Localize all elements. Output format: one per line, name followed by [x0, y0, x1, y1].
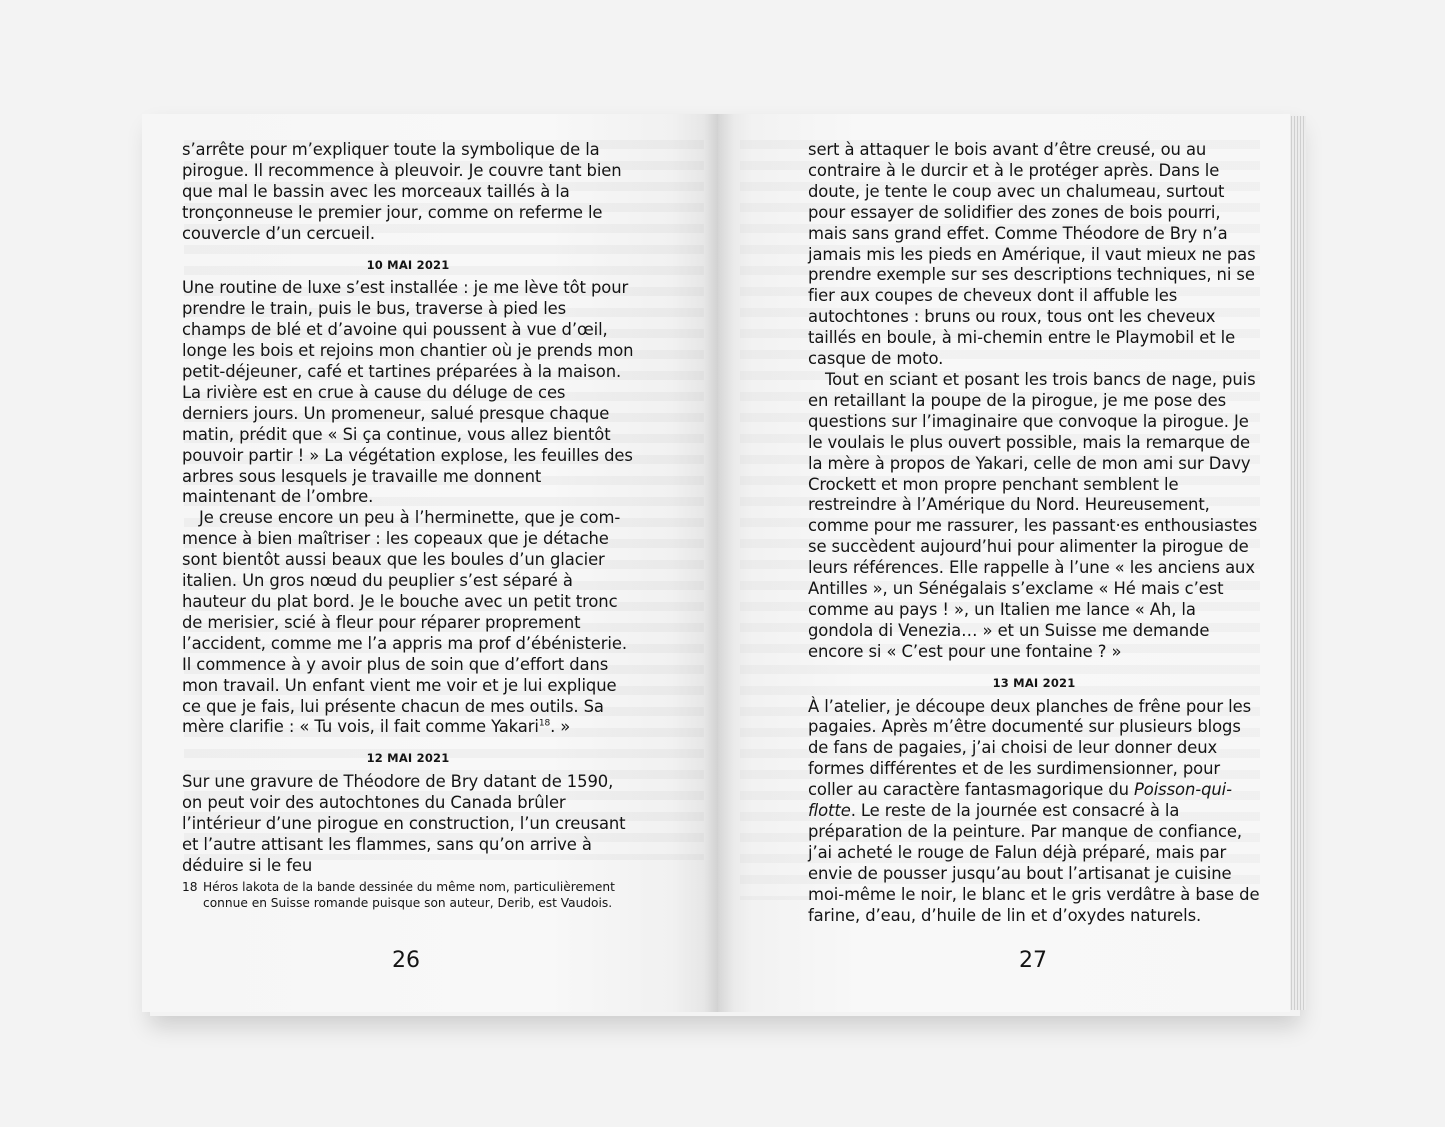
right-page-body: [808, 140, 1260, 927]
footnote-number: 18: [182, 880, 198, 894]
left-paragraph-gravure: Sur une gravure de Théodore de Bry datant de 1590, on peut voir des autochtones du Canada brûler l’intérieur d’une pirogue en construction, l’un creusant et l’autre attisant les flammes, sans qu’on arrive à déduire si le feu: [182, 772, 626, 875]
right-paragraph-atelier-end: . Le reste de la journée est consacré à la préparation de la peinture. Par manque de confiance, j’ai acheté le rouge de Falun déjà préparé, mais par envie de pousser jusqu’au bout l’artisanat je cuisine moi-même le noir, le blanc et le gris verdâtre à base de farine, d’eau, d’huile de lin et d’oxydes naturels.: [808, 801, 1260, 925]
footnote: [182, 879, 632, 911]
book-title-poisson-qui-flotte: Poisson-qui-flotte: [808, 780, 1232, 821]
right-paragraph-atelier-text: À l’atelier, je découpe deux planches de frêne pour les pagaies. Après m’être documenté sur plusieurs blogs de fans de pagaies, j’ai choisi de leur donner deux formes différentes et de les surdimensionner, pour coller au caractère fantasmagorique du: [808, 696, 1252, 800]
date-heading-12-mai: 12 MAI 2021: [366, 751, 450, 766]
left-paragraph-routine: Une routine de luxe s’est installée : je me lève tôt pour prendre le train, puis le bus, traverse à pied les champs de blé et d’avoine qui poussent à vue d’œil, longe les bois et rejoins mon chantier où je prends mon petit-déjeuner, café et tartines préparées à la maison. La rivière est en crue à cause du déluge de ces derniers jours. Un promeneur, salué presque chaque matin, prédit que « Si ça continue, vous allez bientôt pouvoir partir ! » La végétation explose, les feuilles des arbres sous lesquels je travaille me donnent maintenant de l’ombre.: [182, 278, 634, 507]
right-paragraph-atelier: [808, 697, 1260, 927]
footnote-reference: 18: [538, 718, 551, 729]
right-continued-paragraph: sert à attaquer le bois avant d’être creusé, ou au contraire à le durcir et à le protéger après. Dans le doute, je tente le coup avec un chalumeau, surtout pour essayer de solidifier des zones de bois pourri, mais sans grand effet. Comme Théodore de Bry n’a jamais mis les pieds en Amérique, il vaut mieux ne pas prendre exemple sur ses descriptions techniques, ni se fier aux coupes de cheveux dont il affuble les autochtones : bruns ou roux, tous ont les cheveux taillés en boule, à mi-chemin entre le Playmobil et le casque de moto.: [808, 140, 1256, 369]
left-paragraph-herminette-text: Je creuse encore un peu à l’herminette, que je commence à bien maîtriser : les copeaux que je détache sont bientôt aussi beaux que les boules d’un glacier italien. Un gros nœud du peuplier s’est séparé à hauteur du plat bord. Je le bouche avec un petit tronc de merisier, scié à fleur pour réparer proprement l’accident, comme me l’a appris ma prof d’ébénisterie. Il commence à y avoir plus de soin que d’effort dans mon travail. Un enfant vient me voir et je lui explique ce que je fais, lui présente chacun de mes outils. Sa mère clarifie : « Tu vois, il fait comme Yakari: [182, 508, 627, 737]
left-paragraph-herminette-end: . »: [550, 717, 571, 737]
right-paragraph-bancs: Tout en sciant et posant les trois bancs de nage, puis en retaillant la poupe de la pirogue, je me pose des questions sur l’imaginaire que convoque la pirogue. Je le voulais le plus ouvert possible, mais la remarque de la mère à propos de Yakari, celle de mon ami sur Davy Crockett et mon propre penchant semblent le restreindre à l’Amérique du Nord. Heureusement, comme pour me rassurer, les passant·es enthousiastes se succèdent aujourd’hui pour alimenter la pirogue de leurs références. Elle rappelle à l’une « les anciens aux Antilles », un Sénégalais s’exclame « Hé mais c’est comme au pays ! », un Italien me lance « Ah, la gondola di Venezia… » et un Suisse me demande encore si « C’est pour une fontaine ? »: [808, 369, 1258, 661]
left-page-body: [182, 140, 634, 877]
date-heading-10-mai: 10 MAI 2021: [366, 257, 450, 272]
page-number-left: 26: [392, 948, 420, 973]
page-number-right: 27: [1019, 948, 1047, 973]
date-heading-13-mai: 13 MAI 2021: [992, 675, 1076, 690]
left-continued-paragraph: s’arrête pour m’expliquer toute la symbolique de la pirogue. Il recommence à pleuvoir. Je couvre tant bien que mal le bassin avec les morceaux taillés à la tronçonneuse le premier jour, comme on referme le couvercle d’un cercueil.: [182, 140, 622, 243]
footnote-text: Héros lakota de la bande dessinée du même nom, particulièrement connue en Suisse romande puisque son auteur, Derib, est Vaudois.: [203, 880, 615, 911]
left-paragraph-herminette: [182, 508, 634, 738]
book-gutter: [704, 114, 734, 1012]
